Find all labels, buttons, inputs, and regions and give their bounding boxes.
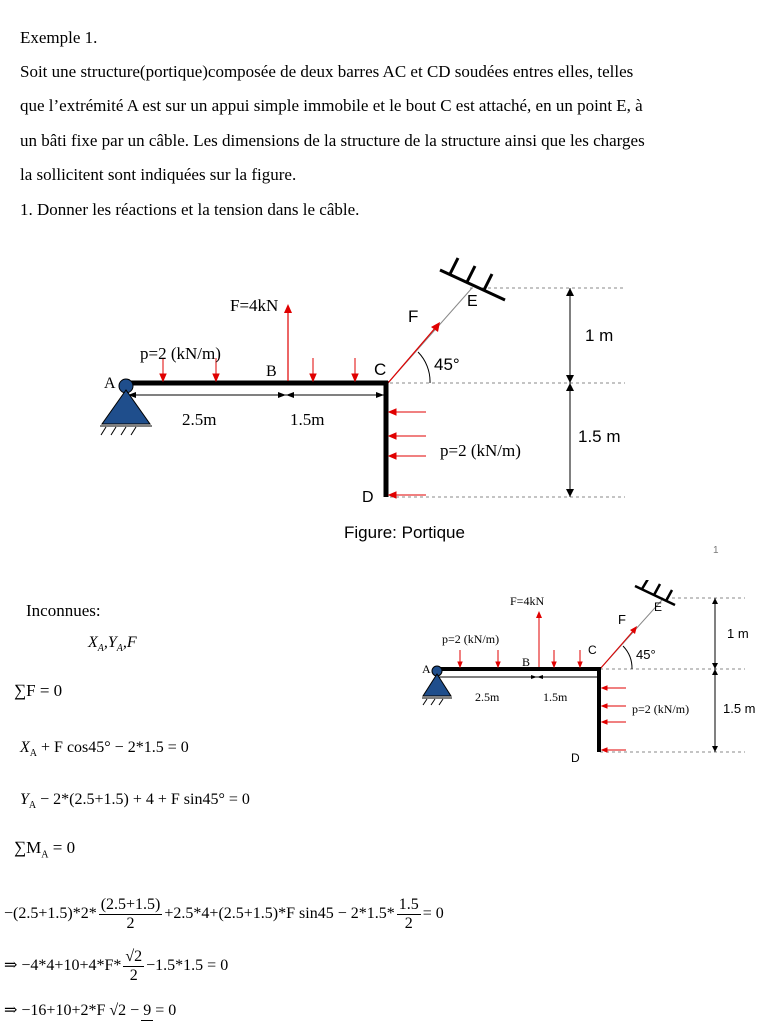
- dim-1m-label: 1 m: [727, 626, 749, 641]
- portique-figure: [0, 240, 768, 520]
- dim-bc-label: 1.5m: [290, 410, 325, 429]
- point-a-label: A: [104, 375, 116, 392]
- cable-force-label: F: [618, 612, 626, 627]
- load-side-label: p=2 (kN/m): [632, 702, 690, 716]
- point-a-label: A: [422, 662, 431, 676]
- equation-sum-forces: ∑F = 0: [14, 681, 63, 700]
- load-top-label: p=2 (kN/m): [140, 344, 221, 363]
- point-b-label: B: [522, 655, 531, 669]
- portique-figure-small: [410, 580, 768, 770]
- dim-15m-label: 1.5 m: [578, 427, 621, 446]
- equation-x: $X_A + F$ cos45° − 2*1.5 = 0: [20, 739, 189, 760]
- dim-1m-label: 1 m: [585, 326, 614, 345]
- figure-caption: Figure: Portique: [344, 523, 465, 542]
- point-d-label: D: [362, 489, 374, 506]
- force-label: F=4kN: [230, 296, 279, 315]
- angle-label: 45°: [636, 647, 656, 662]
- angle-label: 45°: [434, 355, 460, 374]
- dim-ab-label: 2.5m: [182, 410, 217, 429]
- equation-moment-3: ⇒ −16+10+2*F √2 − 9 = 0: [4, 1001, 177, 1019]
- paragraph-line: la sollicitent sont indiquées sur la figure.: [20, 165, 297, 184]
- point-c-label: C: [588, 643, 597, 657]
- cable-force-label: F: [408, 307, 419, 326]
- point-e-label: E: [467, 293, 478, 310]
- unknowns-title: Inconnues:: [26, 601, 101, 620]
- point-c-label: C: [374, 360, 387, 379]
- load-side-label: p=2 (kN/m): [440, 441, 521, 460]
- example-title: Exemple 1.: [20, 28, 98, 47]
- dim-15m-label: 1.5 m: [723, 701, 756, 716]
- cable-force-arrow: [388, 327, 436, 383]
- paragraph-line: un bâti fixe par un câble. Les dimensions de la structure de la structure ainsi que les charges: [20, 131, 645, 150]
- question-line: 1. Donner les réactions et la tension dans le câble.: [20, 200, 360, 219]
- dim-bc-label: 1.5m: [543, 690, 568, 704]
- equation-y: $Y_A - 2*(2.5+1.5) + 4 + F$ sin45° = 0: [20, 791, 250, 812]
- point-d-label: D: [571, 751, 580, 765]
- load-top-label: p=2 (kN/m): [442, 632, 500, 646]
- distributed-load-side: [389, 409, 426, 498]
- equation-sum-moments: $\sum M_A = 0$: [14, 838, 76, 861]
- dim-ab-label: 2.5m: [475, 690, 500, 704]
- paragraph-line: Soit une structure(portique)composée de deux barres AC et CD soudées entres elles, telles: [20, 62, 634, 81]
- point-e-label: E: [654, 600, 663, 614]
- point-b-label: B: [266, 363, 277, 380]
- force-label: F=4kN: [510, 594, 545, 608]
- page-number: 1: [713, 545, 719, 556]
- unknowns-list: $X_A,Y_A,F$: [88, 634, 137, 655]
- equation-moment-2: ⇒ −4*4+10+4*F* $\frac{√2}{2}$ −1.5*1.5 = 0: [4, 948, 229, 984]
- paragraph-line: que l’extrémité A est sur un appui simple immobile et le bout C est attaché, en un point E, à: [20, 96, 643, 115]
- equation-moment-1: −(2.5+1.5)*2* $\frac{(2.5+1.5)}{2}$ +2.5*4+(2.5+1.5)*F sin45 − 2*1.5* $\frac{1.5}{2}$ = 0: [4, 896, 444, 932]
